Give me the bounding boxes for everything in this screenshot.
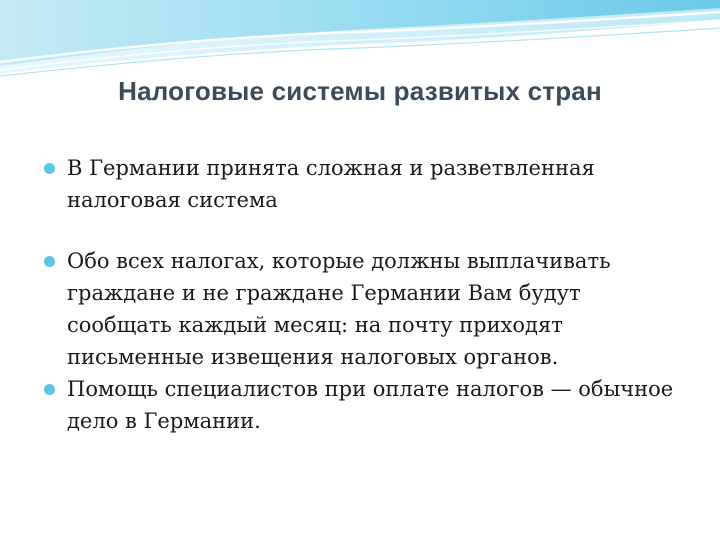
bullet-list <box>44 152 684 437</box>
bullet-text: В Германии принята сложная и разветвленная налоговая система <box>67 156 595 212</box>
bullet-item <box>44 373 684 437</box>
bullet-text: Обо всех налогах, которые должны выплачивать граждане и не граждане Германии Вам будут сообщать каждый месяц: на почту приходят письменные извещения налоговых органов. <box>67 249 611 369</box>
bullet-item <box>44 152 684 216</box>
bullet-dot-icon <box>44 256 55 267</box>
slide-title: Налоговые системы развитых стран <box>118 76 602 106</box>
bullet-dot-icon <box>44 384 55 395</box>
bullet-dot-icon <box>44 163 55 174</box>
bullet-item <box>44 245 684 373</box>
bullet-text: Помощь специалистов при оплате налогов — обычное дело в Германии. <box>67 377 674 433</box>
